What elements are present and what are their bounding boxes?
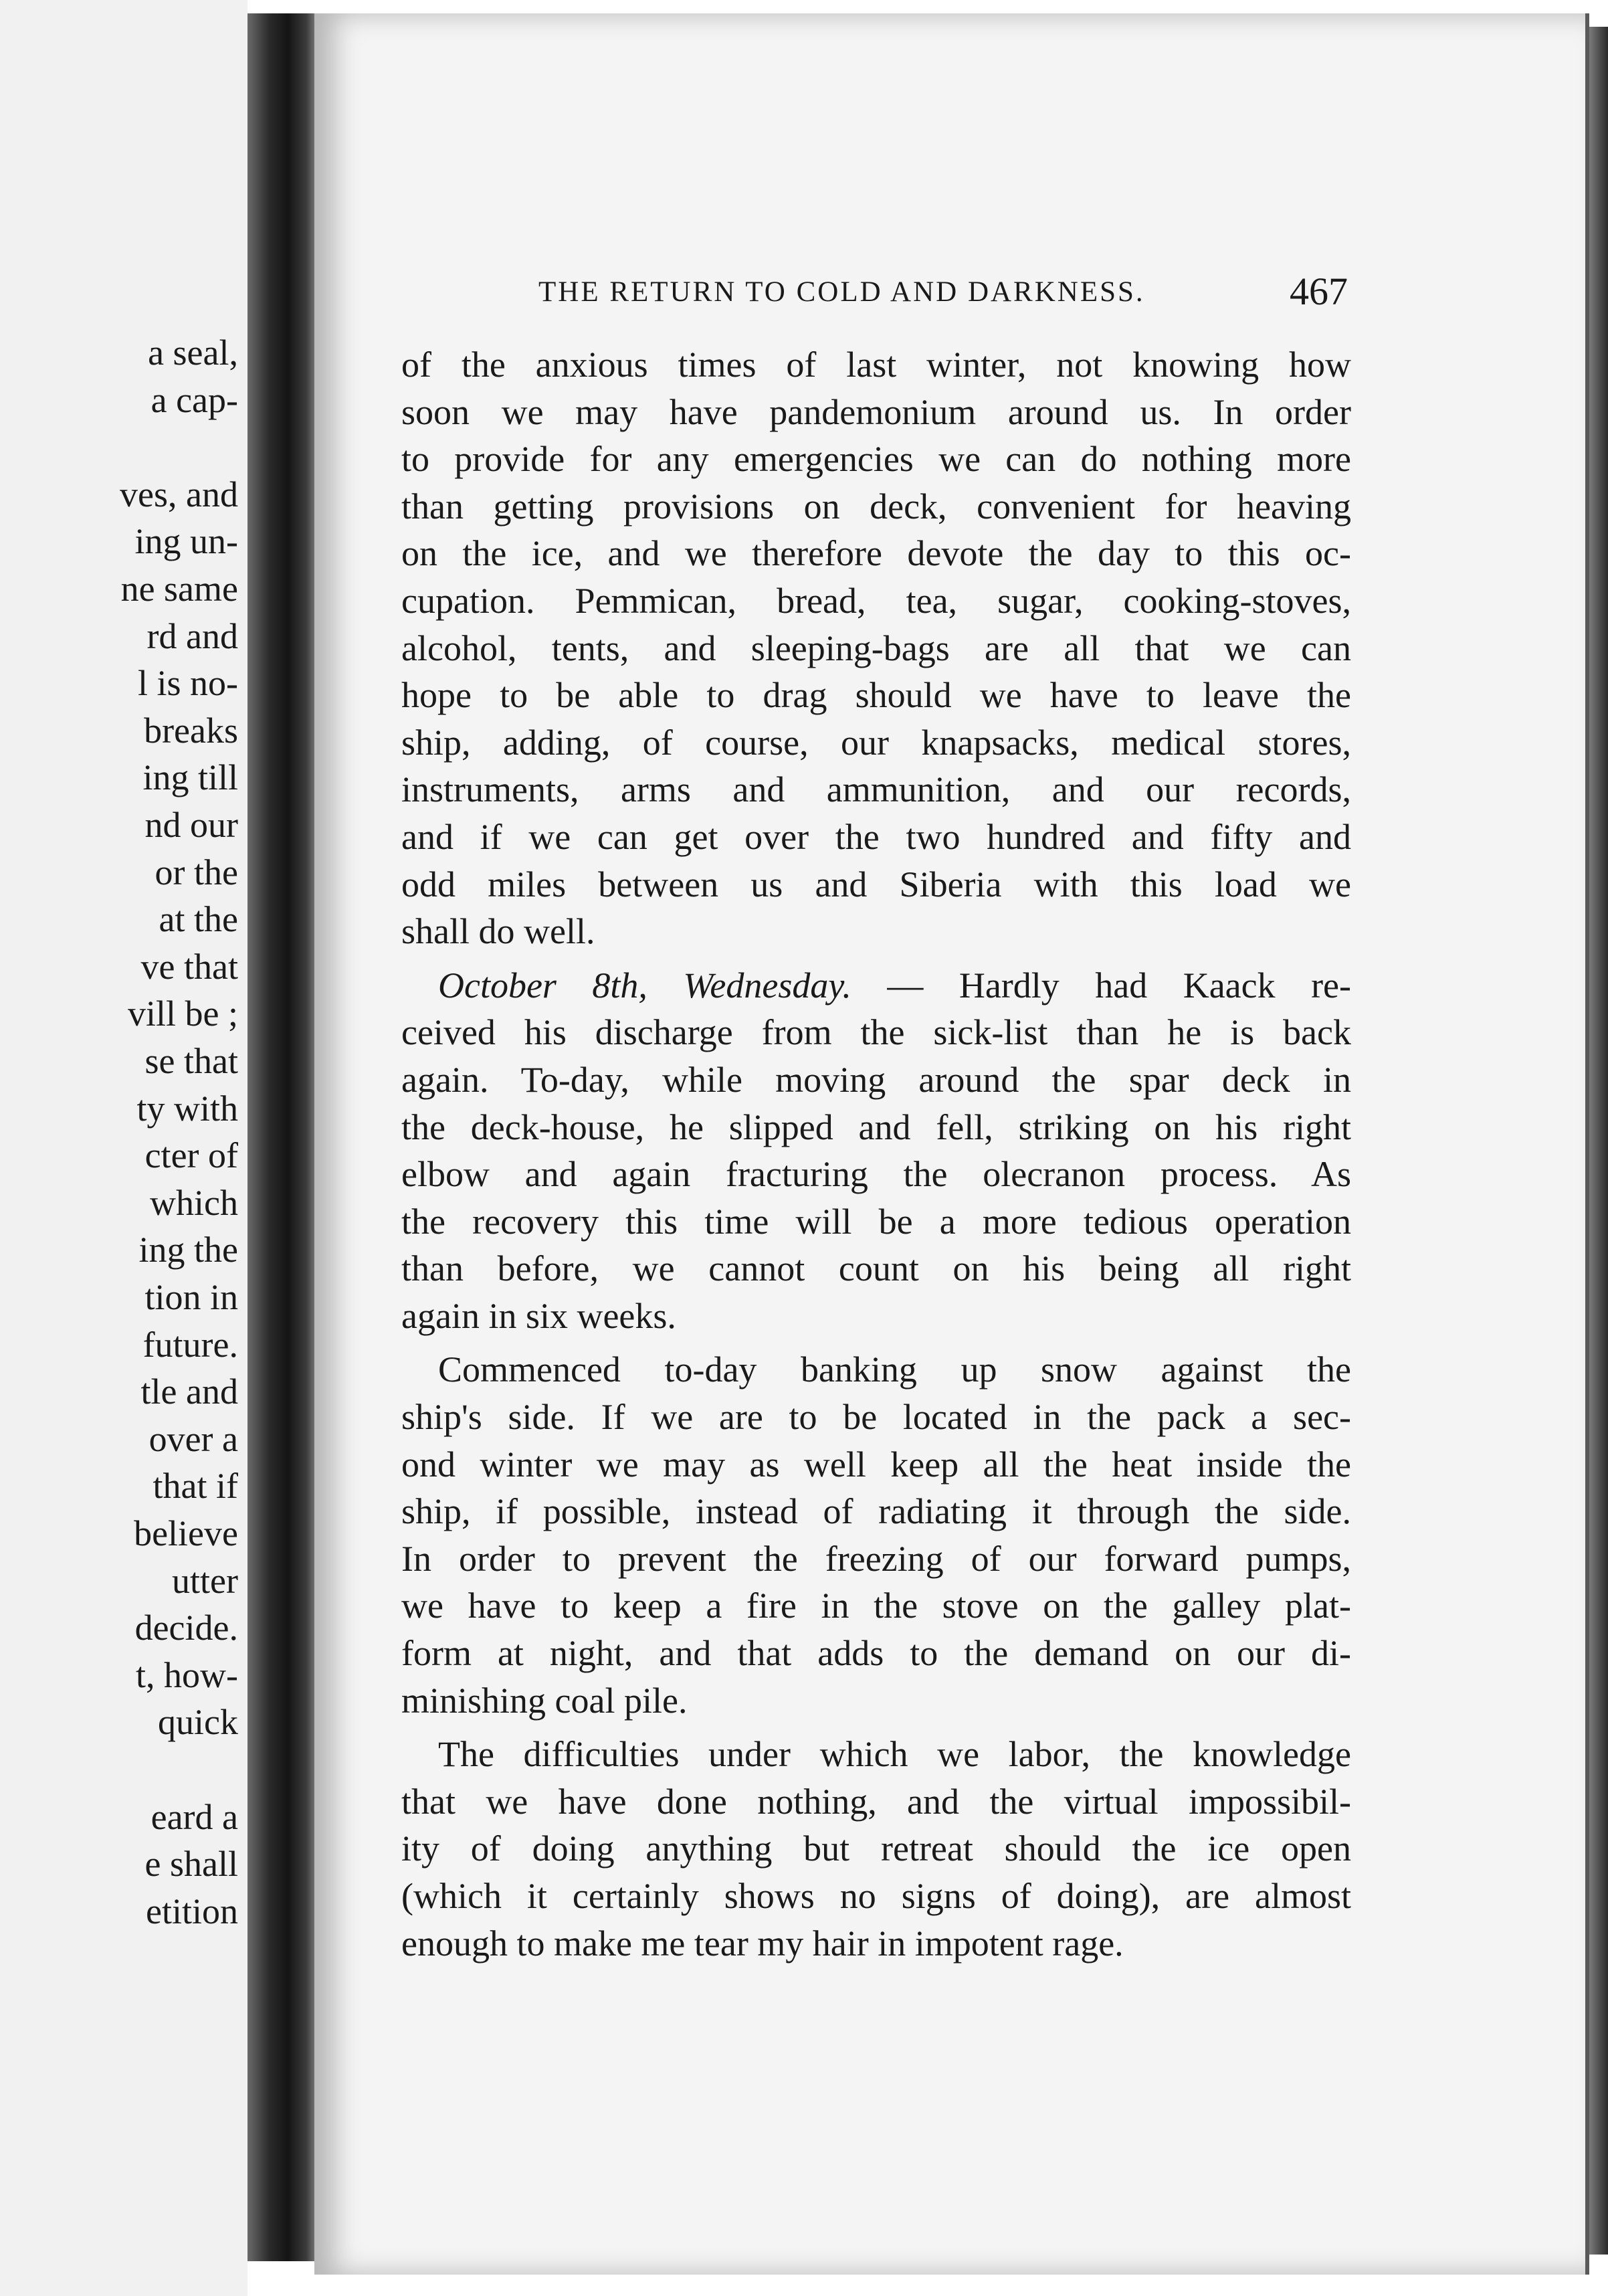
left-page-fragment: rd and	[146, 615, 238, 656]
text-line: instruments, arms and ammunition, and our records,	[401, 769, 1351, 810]
text-line: to provide for any emergencies we can do nothing more	[401, 439, 1351, 480]
left-page-fragment: ing un-	[134, 521, 238, 562]
text-line	[401, 962, 1351, 1010]
text-line: alcohol, tents, and sleeping-bags are all that we can	[401, 628, 1351, 668]
text-line: form at night, and that adds to the demand on our di-	[401, 1633, 1351, 1674]
text-line: again. To-day, while moving around the spar deck in	[401, 1059, 1351, 1100]
left-page-fragment: ve that	[140, 946, 238, 987]
text-line: than before, we cannot count on his being all right	[401, 1248, 1351, 1289]
running-head: THE RETURN TO COLD AND DARKNESS.	[538, 276, 1145, 308]
text-line: on the ice, and we therefore devote the day to this oc-	[401, 533, 1351, 574]
left-page-fragment: ty with	[136, 1088, 238, 1129]
paragraph-3	[401, 1346, 1351, 1724]
left-page-fragment: tle and	[140, 1371, 238, 1412]
page-body	[401, 341, 1351, 1967]
text-line: ity of doing anything but retreat should the ice open	[401, 1828, 1351, 1869]
left-page-fragment: over a	[148, 1418, 238, 1459]
text-line: ceived his discharge from the sick-list than he is back	[401, 1012, 1351, 1053]
text-line: odd miles between us and Siberia with this load we	[401, 864, 1351, 904]
paragraph-4	[401, 1731, 1351, 1967]
text-line: The difficulties under which we labor, the knowledge	[438, 1734, 1351, 1775]
left-page-fragment: that if	[153, 1466, 238, 1507]
left-page-fragment: quick	[158, 1702, 238, 1743]
left-page-fragment: e shall	[144, 1844, 238, 1885]
text-line: that we have done nothing, and the virtual impossibil-	[401, 1781, 1351, 1822]
left-page-fragment: cter of	[144, 1135, 238, 1176]
text-line: (which it certainly shows no signs of doing), are almost	[401, 1876, 1351, 1916]
left-page-fragment: eard a	[150, 1796, 238, 1837]
page-number: 467	[1290, 270, 1348, 313]
text-line: ship, adding, of course, our knapsacks, medical stores,	[401, 722, 1351, 763]
left-page-fragment: se that	[144, 1041, 238, 1081]
left-page-fragment: vill be ;	[128, 993, 238, 1034]
text-line: hope to be able to drag should we have to leave the	[401, 675, 1351, 716]
left-page-fragment: believe	[134, 1513, 238, 1553]
text-fragment: — Hardly had Kaack re-	[887, 965, 1352, 1006]
left-page-fragment: ne same	[120, 569, 238, 609]
left-page-fragment: etition	[146, 1891, 238, 1931]
left-page-fragment: decide.	[134, 1608, 238, 1648]
text-line: we have to keep a fire in the stove on the galley plat-	[401, 1586, 1351, 1626]
text-line: ship, if possible, instead of radiating it through the side.	[401, 1491, 1351, 1532]
text-line: ond winter we may as well keep all the heat inside the	[401, 1444, 1351, 1485]
text-line: minishing coal pile.	[401, 1680, 688, 1721]
text-line: again in six weeks.	[401, 1295, 676, 1336]
text-line: the recovery this time will be a more tedious operation	[401, 1201, 1351, 1242]
left-page-fragment: ves, and	[120, 474, 238, 514]
text-line: enough to make me tear my hair in impotent rage.	[401, 1923, 1124, 1964]
text-line: Commenced to-day banking up snow against the	[438, 1349, 1351, 1390]
left-page-fragment: tion in	[144, 1277, 238, 1317]
page-edge	[1589, 27, 1608, 2255]
left-page-fragment: ing the	[138, 1230, 238, 1270]
text-line: of the anxious times of last winter, not knowing how	[401, 345, 1351, 385]
left-page-fragment: utter	[172, 1560, 238, 1601]
left-facing-page	[0, 0, 247, 2296]
text-line: elbow and again fracturing the olecranon process. As	[401, 1154, 1351, 1195]
left-page-fragment: a cap-	[150, 379, 238, 420]
text-line: soon we may have pandemonium around us. In order	[401, 391, 1351, 432]
left-page-fragment: breaks	[144, 710, 238, 751]
diary-date: October 8th, Wednesday.	[438, 965, 851, 1006]
left-page-fragment: ing till	[142, 757, 238, 798]
left-page-fragment: at the	[159, 899, 238, 940]
text-line: than getting provisions on deck, convenient for heaving	[401, 486, 1351, 527]
paragraph-2	[401, 962, 1351, 1340]
book-gutter-shadow	[247, 13, 321, 2261]
left-page-fragment: a seal,	[148, 332, 238, 373]
paragraph-1	[401, 341, 1351, 955]
left-page-fragment: or the	[155, 852, 238, 892]
left-page-fragment: future.	[142, 1324, 238, 1365]
text-line: ship's side. If we are to be located in the pack a sec-	[401, 1397, 1351, 1438]
left-page-fragment: nd our	[144, 805, 238, 845]
text-line: the deck-house, he slipped and fell, striking on his right	[401, 1107, 1351, 1147]
text-line: cupation. Pemmican, bread, tea, sugar, cooking-stoves,	[401, 580, 1351, 621]
text-line: In order to prevent the freezing of our forward pumps,	[401, 1538, 1351, 1579]
left-page-fragment: t, how-	[136, 1654, 238, 1695]
text-line: shall do well.	[401, 911, 595, 952]
left-page-fragment: l is no-	[137, 663, 238, 704]
left-page-fragment: which	[150, 1182, 238, 1223]
text-line: and if we can get over the two hundred and fifty and	[401, 816, 1351, 857]
